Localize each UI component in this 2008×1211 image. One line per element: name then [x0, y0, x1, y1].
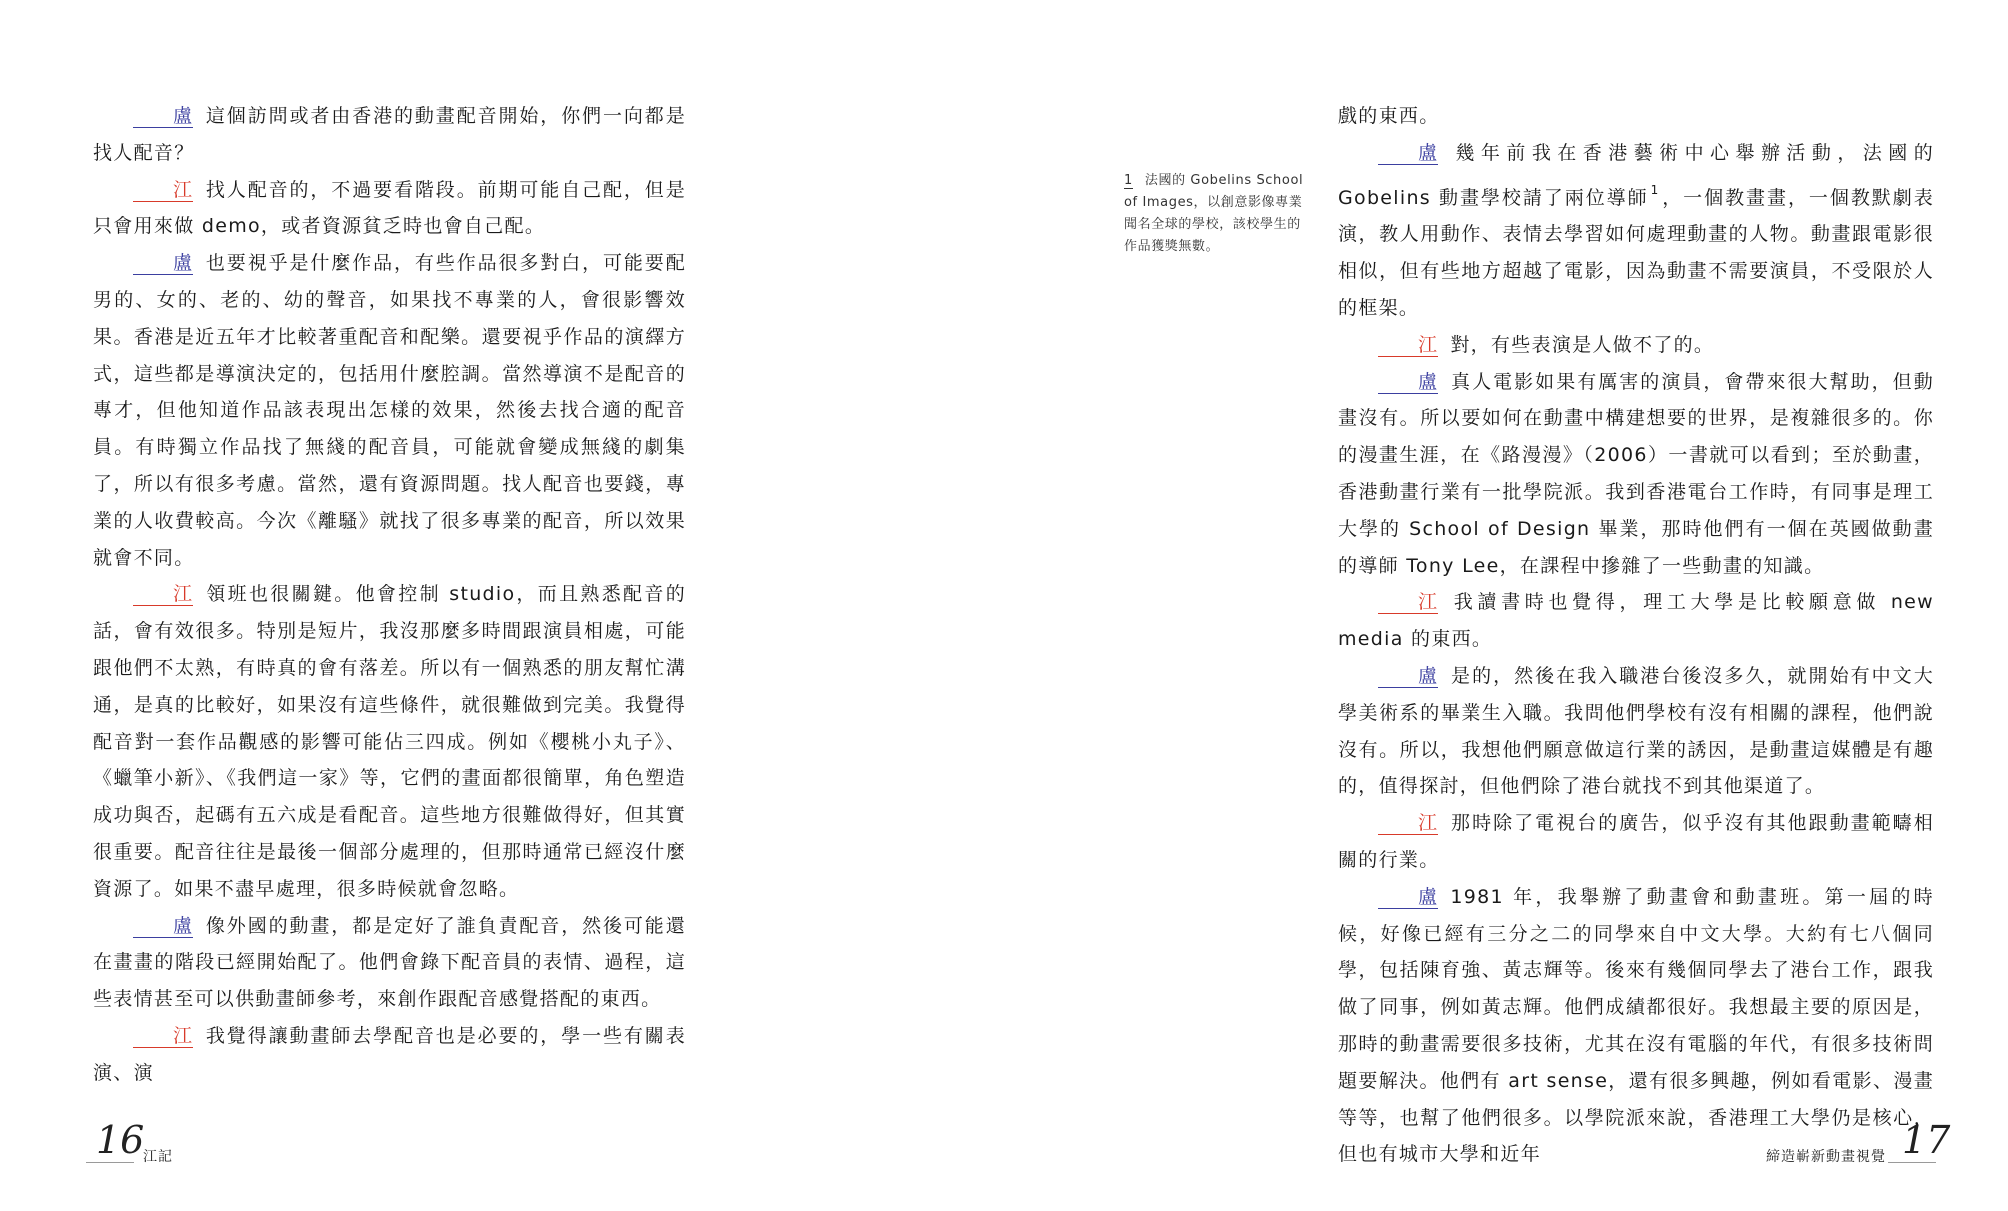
paragraph-text: 領班也很關鍵。他會控制 studio，而且熟悉配音的話，會有效很多。特別是短片，我沒那麼多時間跟演員相處，可能跟他們不太熟，有時真的會有落差。所以有一個熟悉的朋友幫忙溝通，是真的比較好，如果沒有這些條件，就很難做到完美。我覺得配音對一套作品觀感的影響可能佔三四成。例如《櫻桃小丸子》、《蠟筆小新》、《我們這一家》等，它們的畫面都很簡單，角色塑造成功與否，起碼有五六成是看配音。這些地方很難做得好，但其實很重要。配音往往是最後一個部分處理的，但那時通常已經沒什麼資源了。如果不盡早處理，很多時候就會忽略。	[93, 583, 686, 900]
page-number-left: 16	[96, 1118, 145, 1162]
paragraph-text: 那時除了電視台的廣告，似乎沒有其他跟動畫範疇相關的行業。	[1338, 812, 1934, 871]
paragraph-text: 是的，然後在我入職港台後沒多久，就開始有中文大學美術系的畢業生入職。我問他們學校有沒有相關的課程，他們說沒有。所以，我想他們願意做這行業的誘因，是動畫這媒體是有趣的，值得探討，但他們除了港台就找不到其他渠道了。	[1338, 664, 1934, 798]
footnote-reference[interactable]: 1	[1650, 182, 1660, 197]
folio-rule-right	[1888, 1162, 1936, 1163]
footnote-text: 法國的 Gobelins School of Images，以創意影像專業聞名全球的學校，該校學生的作品獲獎無數。	[1124, 173, 1304, 254]
paragraph-5	[93, 908, 686, 1018]
continuation-line: 戲的東西。	[1338, 105, 1440, 127]
paragraph-text: 也要視乎是什麼作品，有些作品很多對白，可能要配男的、女的、老的、幼的聲音，如果找不專業的人，會很影響效果。香港是近五年才比較著重配音和配樂。還要視乎作品的演繹方式，這些都是導演決定的，包括用什麼腔調。當然導演不是配音的專才，但他知道作品該表現出怎樣的效果，然後去找合適的配音員。有時獨立作品找了無綫的配音員，可能就會變成無綫的劇集了，所以有很多考慮。當然，還有資源問題。找人配音也要錢，專業的人收費較高。今次《離騷》就找了很多專業的配音，所以效果就會不同。	[93, 252, 686, 569]
paragraph-6	[93, 1018, 686, 1092]
running-head-left: 江記	[143, 1149, 173, 1165]
paragraph-text: 找人配音的，不過要看階段。前期可能自己配，但是只會用來做 demo，或者資源貧乏時也會自己配。	[93, 178, 686, 238]
paragraph-3	[93, 245, 686, 576]
speaker-marker-lu: 盧	[133, 252, 193, 275]
speaker-marker-lu: 盧	[133, 105, 193, 128]
running-head-right: 締造嶄新動畫視覺	[1766, 1149, 1886, 1165]
speaker-marker-jiang: 江	[1378, 591, 1438, 614]
page-number-right: 17	[1902, 1118, 1951, 1162]
speaker-marker-lu: 盧	[1378, 886, 1438, 909]
speaker-marker-jiang: 江	[1378, 334, 1438, 357]
paragraph-text-cont: ，一個教畫畫，一個教默劇表演，教人用動作、表情去學習如何處理動畫的人物。動畫跟電影很相似，但有些地方超越了電影，因為動畫不需要演員，不受限於人的框架。	[1338, 186, 1934, 319]
speaker-marker-jiang: 江	[133, 583, 193, 606]
speaker-marker-jiang: 江	[133, 179, 193, 202]
speaker-marker-lu: 盧	[1378, 142, 1438, 165]
paragraph-text: 我讀書時也覺得，理工大學是比較願意做 new media 的東西。	[1338, 591, 1934, 651]
folio-rule-left	[86, 1162, 134, 1163]
paragraph-text: 對，有些表演是人做不了的。	[1450, 333, 1715, 356]
speaker-marker-lu: 盧	[133, 915, 193, 938]
right-page	[1004, 0, 2008, 1211]
paragraph-2	[1338, 327, 1934, 364]
paragraph-1	[93, 98, 686, 172]
footnote-number: 1	[1124, 173, 1133, 188]
paragraph-3	[1338, 364, 1934, 585]
paragraph-5	[1338, 658, 1934, 805]
paragraph-text: 1981 年，我舉辦了動畫會和動畫班。第一屆的時候，好像已經有三分之二的同學來自中文大學。大約有七八個同學，包括陳育強、黃志輝等。後來有幾個同學去了港台工作，跟我做了同事，例如黃志輝。他們成績都很好。我想最主要的原因是，那時的動畫需要很多技術，尤其在沒有電腦的年代，有很多技術問題要解決。他們有 art sense，還有很多興趣，例如看電影、漫畫等等，也幫了他們很多。以學院派來說，香港理工大學仍是核心，但也有城市大學和近年	[1338, 885, 1934, 1166]
paragraph-6	[1338, 805, 1934, 879]
paragraph-text: 像外國的動畫，都是定好了誰負責配音，然後可能還在畫畫的階段已經開始配了。他們會錄下配音員的表情、過程，這些表情甚至可以供動畫師參考，來創作跟配音感覺搭配的東西。	[93, 914, 686, 1011]
paragraph-4	[1338, 584, 1934, 658]
footnote	[1124, 170, 1309, 258]
speaker-marker-lu: 盧	[1378, 371, 1438, 394]
paragraph-7	[1338, 879, 1934, 1173]
speaker-marker-jiang: 江	[1378, 812, 1438, 835]
paragraph-1	[1338, 135, 1934, 327]
left-text-column	[93, 98, 686, 1092]
speaker-marker-lu: 盧	[1378, 665, 1438, 688]
paragraph-text: 這個訪問或者由香港的動畫配音開始，你們一向都是找人配音？	[93, 105, 686, 164]
paragraph-4	[93, 576, 686, 907]
paragraph-text: 我覺得讓動畫師去學配音也是必要的，學一些有關表演、演	[93, 1024, 686, 1084]
paragraph-text: 真人電影如果有厲害的演員，會帶來很大幫助，但動畫沒有。所以要如何在動畫中構建想要的世界，是複雜很多的。你的漫畫生涯，在《路漫漫》（2006）一書就可以看到；至於動畫，香港動畫行業有一批學院派。我到香港電台工作時，有同事是理工大學的 School of Design 畢業，那時他們有一個在英國做動畫的導師 Tony Lee，在課程中摻雜了一些動畫的知識。	[1338, 370, 1934, 577]
paragraph-2	[93, 172, 686, 246]
speaker-marker-jiang: 江	[133, 1025, 193, 1048]
right-text-column	[1338, 98, 1934, 1173]
paragraph-text: 幾年前我在香港藝術中心舉辦活動，法國的 Gobelins 動畫學校請了兩位導師	[1338, 141, 1934, 209]
